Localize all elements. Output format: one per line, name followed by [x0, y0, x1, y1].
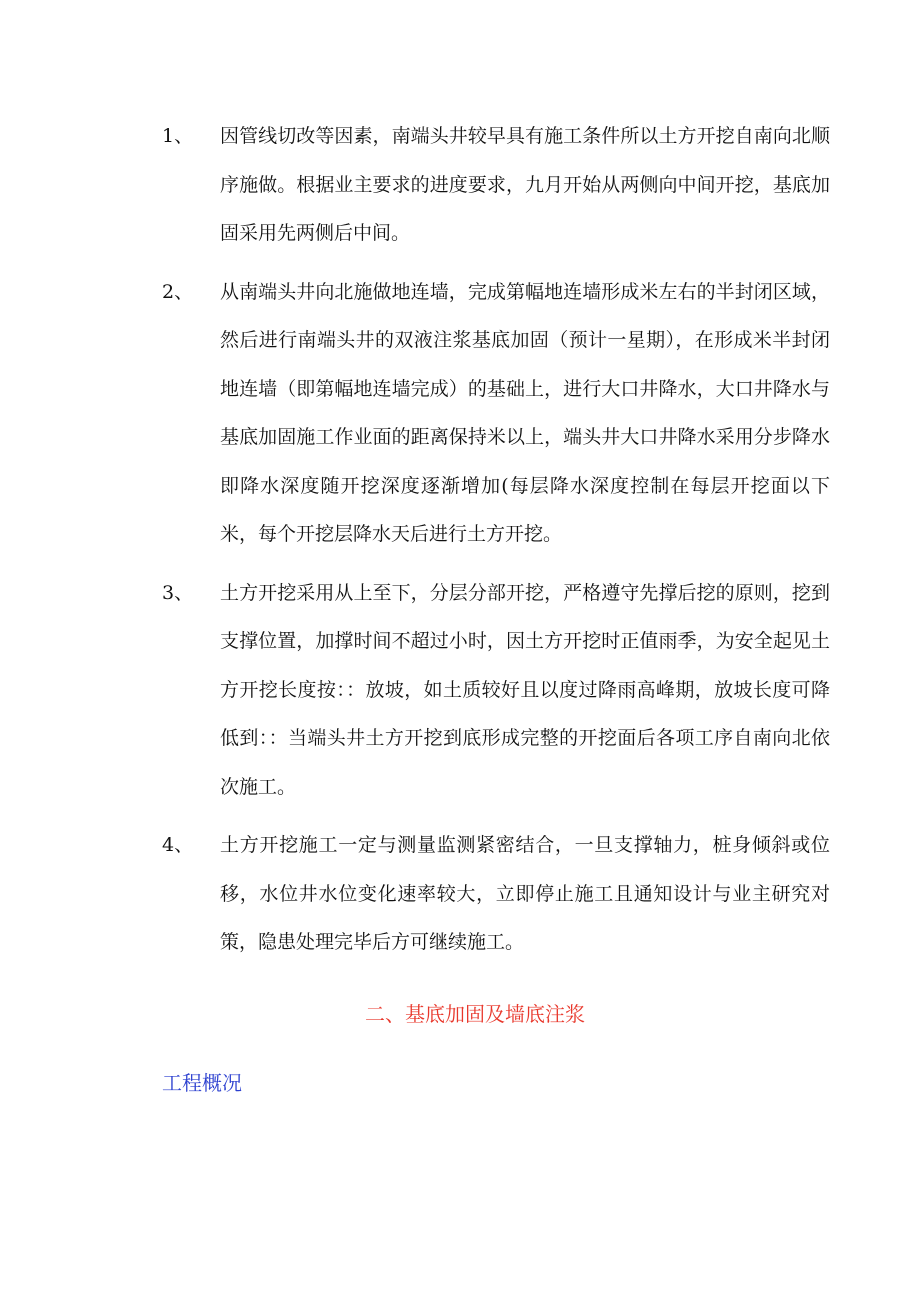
list-item: [0, 112, 920, 258]
list-item-text: 土方开挖施工一定与测量监测紧密结合，一旦支撑轴力，桩身倾斜或位移，水位井水位变化速率较大，立即停止施工且通知设计与业主研究对策，隐患处理完毕后方可继续施工。: [220, 834, 830, 953]
list-item-text: 土方开挖采用从上至下，分层分部开挖，严格遵守先撑后挖的原则，挖到支撑位置，加撑时间不超过小时，因土方开挖时正值雨季，为安全起见土方开挖长度按：：放坡，如土质较好且以度过降雨高峰期，放坡长度可降低到：：当端头井土方开挖到底形成完整的开挖面后各项工序自南向北依次施工。: [220, 581, 830, 798]
list-item: [0, 569, 920, 812]
list-item: [0, 268, 920, 559]
numbered-list: [0, 112, 920, 977]
list-item-number: 4、: [162, 834, 194, 856]
list-item-number: 2、: [162, 280, 194, 303]
section-heading: 二、基底加固及墙底注浆: [365, 1002, 585, 1026]
list-item-text: 从南端头井向北施做地连墙，完成第幅地连墙形成米左右的半封闭区域，然后进行南端头井的双液注浆基底加固（预计一星期），在形成米半封闭地连墙（即第幅地连墙完成）的基础上，进行大口井降水，大口井降水与基底加固施工作业面的距离保持米以上，端头井大口井降水采用分步降水即降水深度随开挖深度逐渐增加(每层降水深度控制在每层开挖面以下米，每个开挖层降水天后进行土方开挖。: [220, 280, 830, 545]
subsection-heading: 工程概况: [162, 1071, 242, 1095]
list-item-text: 因管线切改等因素，南端头井较早具有施工条件所以土方开挖自南向北顺序施做。根据业主要求的进度要求，九月开始从两侧向中间开挖，基底加固采用先两侧后中间。: [220, 125, 830, 244]
list-item-number: 1、: [162, 125, 194, 147]
list-item-number: 3、: [162, 581, 194, 604]
list-item: [0, 821, 920, 967]
